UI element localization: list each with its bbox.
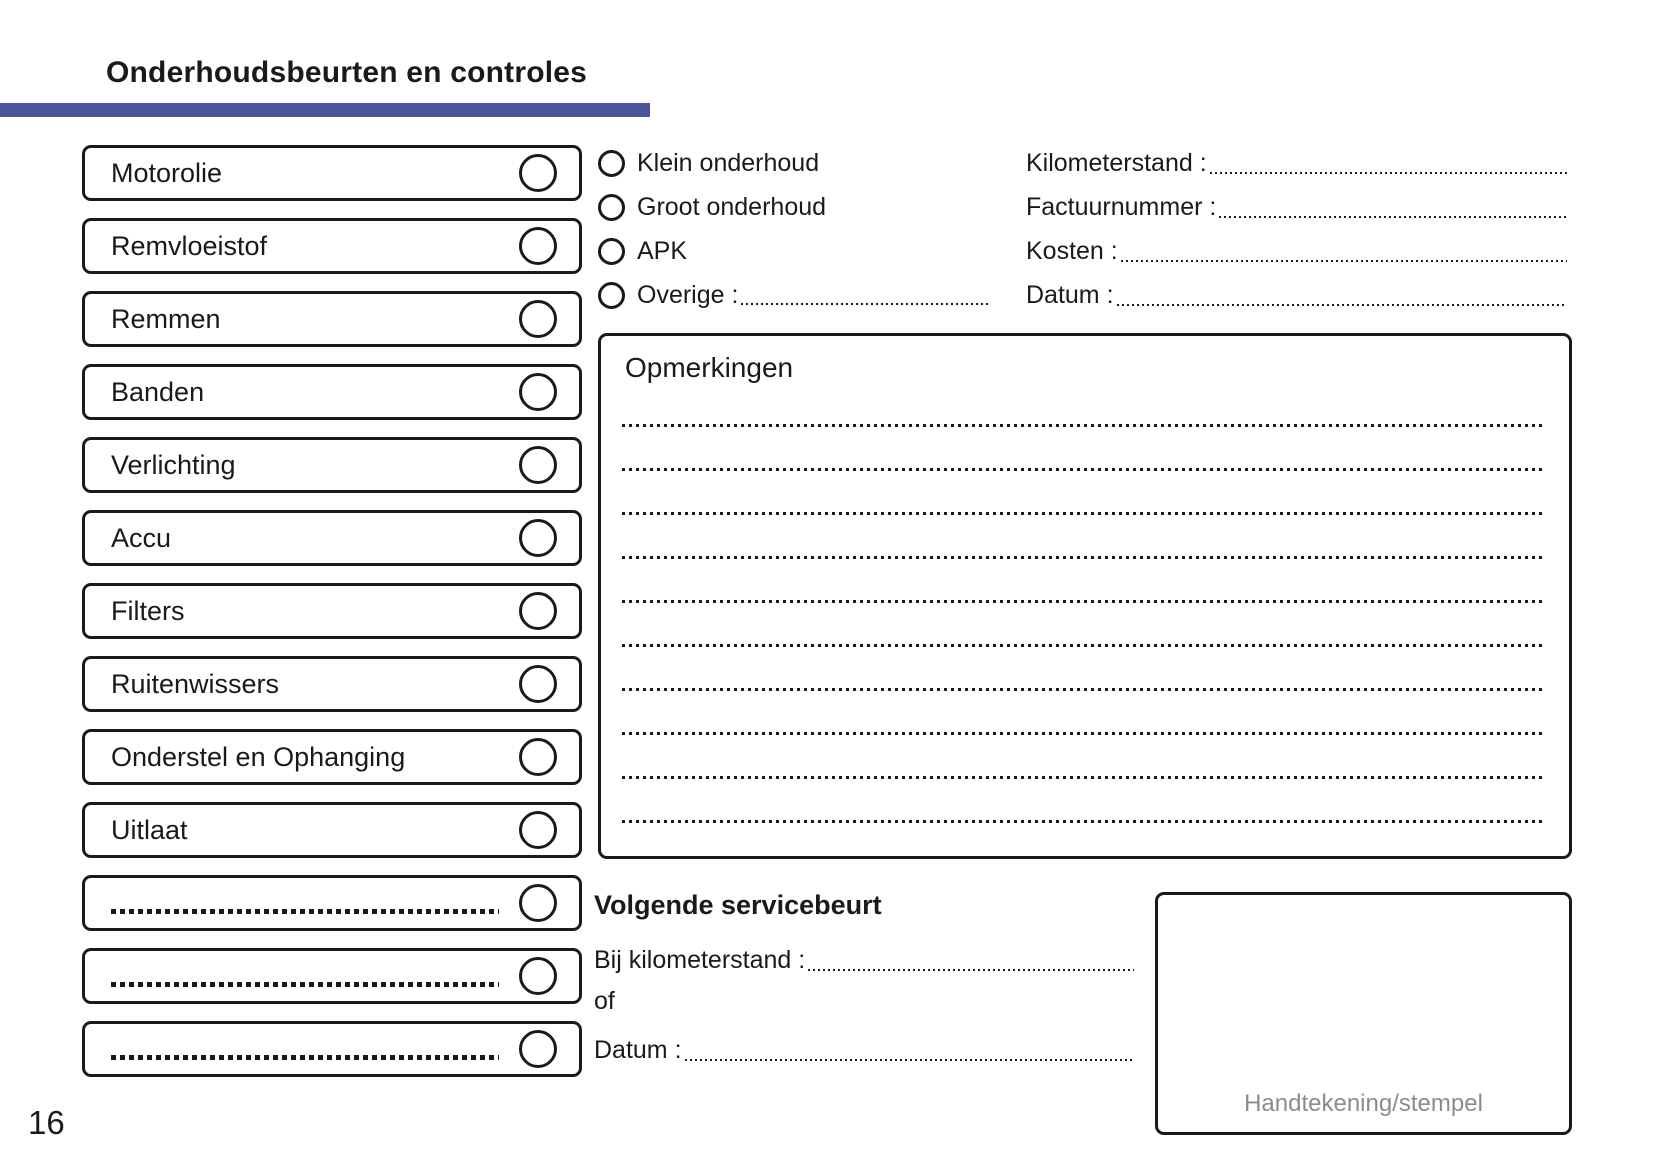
- service-type-option: [598, 236, 1018, 266]
- next-service-date-write-in-line[interactable]: [685, 1059, 1134, 1061]
- record-field-write-in-line[interactable]: [1121, 260, 1567, 262]
- next-service-or-label: of: [594, 987, 615, 1015]
- checklist-item-label: Banden: [111, 376, 205, 407]
- check-circle[interactable]: [519, 738, 557, 776]
- record-field-write-in-line[interactable]: [1219, 216, 1567, 218]
- remarks-line[interactable]: [622, 820, 1544, 823]
- remarks-line[interactable]: [622, 776, 1544, 779]
- checklist-blank-write-in-line[interactable]: [111, 1055, 499, 1060]
- remarks-box: [598, 333, 1572, 859]
- record-field-label: Datum :: [1026, 281, 1114, 309]
- remarks-title: Opmerkingen: [625, 352, 794, 383]
- page-number: 16: [28, 1104, 65, 1141]
- checklist-item-label: Ruitenwissers: [111, 668, 280, 699]
- record-field-write-in-line[interactable]: [1210, 172, 1567, 174]
- checklist-item: [82, 656, 582, 712]
- record-field-label: Kosten :: [1026, 237, 1118, 265]
- next-service-heading: Volgende servicebeurt: [594, 890, 882, 920]
- record-field-list: [1026, 148, 1567, 324]
- next-service-section: [594, 890, 1134, 1077]
- remarks-line[interactable]: [622, 468, 1544, 471]
- record-field: [1026, 192, 1567, 222]
- remarks-line[interactable]: [622, 424, 1544, 427]
- checklist-item-label: Onderstel en Ophanging: [111, 741, 406, 772]
- radio-circle[interactable]: [598, 150, 625, 177]
- checklist-item: [82, 364, 582, 420]
- check-circle[interactable]: [519, 884, 557, 922]
- page-title: Onderhoudsbeurten en controles: [106, 56, 588, 89]
- checklist-item-label: Filters: [111, 595, 185, 626]
- remarks-line[interactable]: [622, 512, 1544, 515]
- checklist-item: [82, 583, 582, 639]
- check-circle[interactable]: [519, 1030, 557, 1068]
- check-circle[interactable]: [519, 811, 557, 849]
- record-field-label: Kilometerstand :: [1026, 149, 1207, 177]
- checklist-item: [82, 802, 582, 858]
- service-type-write-in-line[interactable]: [741, 303, 988, 305]
- title-underline-bar: [0, 103, 650, 117]
- checklist-item: [82, 145, 582, 201]
- check-circle[interactable]: [519, 592, 557, 630]
- record-field-write-in-line[interactable]: [1117, 304, 1567, 306]
- radio-circle[interactable]: [598, 282, 625, 309]
- checklist-item: [82, 1021, 582, 1077]
- service-type-label: APK: [637, 236, 688, 265]
- check-circle[interactable]: [519, 446, 557, 484]
- remarks-line[interactable]: [622, 600, 1544, 603]
- next-service-date-field: [594, 1032, 1134, 1065]
- record-field: [1026, 148, 1567, 178]
- check-circle[interactable]: [519, 519, 557, 557]
- radio-circle[interactable]: [598, 238, 625, 265]
- checklist-blank-write-in-line[interactable]: [111, 909, 499, 914]
- service-type-list: [598, 148, 1018, 324]
- check-circle[interactable]: [519, 154, 557, 192]
- service-type-option: [598, 192, 1018, 222]
- checklist-item: [82, 875, 582, 931]
- checklist-item-label: Motorolie: [111, 157, 223, 188]
- next-service-km-write-in-line[interactable]: [808, 969, 1134, 971]
- checklist-item: [82, 729, 582, 785]
- check-circle[interactable]: [519, 957, 557, 995]
- checklist-item-label: Verlichting: [111, 449, 236, 480]
- checklist-item: [82, 437, 582, 493]
- checklist-item-label: Remvloeistof: [111, 230, 268, 261]
- checklist-item: [82, 218, 582, 274]
- checklist-item: [82, 510, 582, 566]
- next-service-date-label: Datum :: [594, 1036, 682, 1064]
- service-type-label: Groot onderhoud: [637, 192, 827, 221]
- check-circle[interactable]: [519, 227, 557, 265]
- remarks-line[interactable]: [622, 732, 1544, 735]
- service-type-label: Klein onderhoud: [637, 148, 820, 177]
- service-type-option: [598, 280, 1018, 310]
- remarks-lines: [622, 424, 1544, 864]
- check-circle[interactable]: [519, 665, 557, 703]
- remarks-line[interactable]: [622, 556, 1544, 559]
- record-field: [1026, 236, 1567, 266]
- remarks-line[interactable]: [622, 688, 1544, 691]
- record-field-label: Factuurnummer :: [1026, 193, 1217, 221]
- check-circle[interactable]: [519, 373, 557, 411]
- remarks-line[interactable]: [622, 644, 1544, 647]
- radio-circle[interactable]: [598, 194, 625, 221]
- service-type-option: [598, 148, 1018, 178]
- checklist-item-label: Accu: [111, 522, 172, 553]
- checklist-item: [82, 948, 582, 1004]
- record-field: [1026, 280, 1567, 310]
- signature-caption: Handtekening/stempel: [1244, 1090, 1483, 1117]
- next-service-km-label: Bij kilometerstand :: [594, 946, 806, 974]
- maintenance-checklist: [82, 145, 582, 1094]
- checklist-blank-write-in-line[interactable]: [111, 982, 499, 987]
- checklist-item-label: Remmen: [111, 303, 221, 334]
- checklist-item-label: Uitlaat: [111, 814, 188, 845]
- next-service-km-field: [594, 942, 1134, 975]
- signature-area[interactable]: [1155, 892, 1572, 1135]
- service-type-label: Overige :: [637, 280, 739, 309]
- checklist-item: [82, 291, 582, 347]
- check-circle[interactable]: [519, 300, 557, 338]
